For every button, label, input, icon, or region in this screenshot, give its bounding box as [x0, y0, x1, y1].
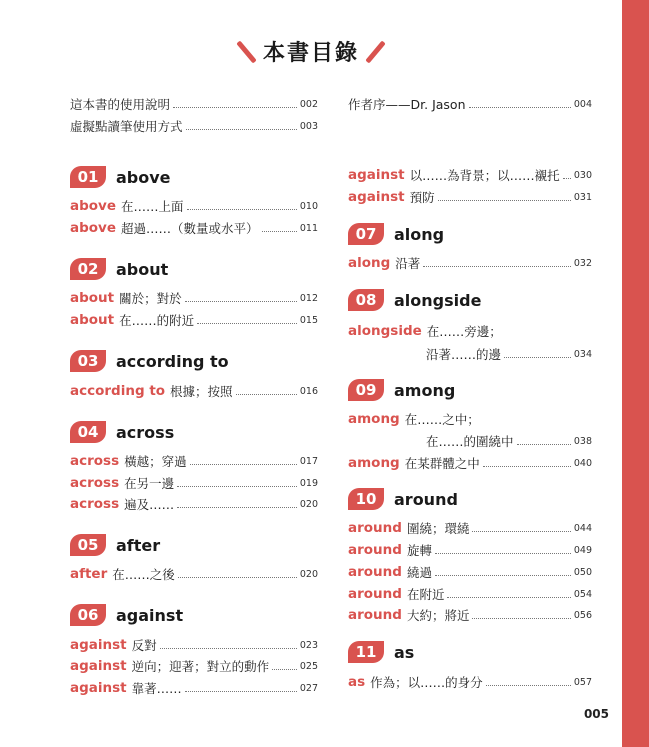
entry-page-number: 011	[299, 222, 318, 234]
toc-intro-line[interactable]	[348, 95, 592, 113]
page-number: 005	[583, 707, 609, 721]
entry-keyword: against	[348, 167, 405, 183]
toc-entry[interactable]	[70, 310, 318, 330]
entry-definition: 在……的圍繞中	[426, 434, 514, 449]
dot-leader	[177, 507, 297, 508]
section-heading-09[interactable]	[348, 378, 455, 402]
toc-entry[interactable]	[70, 564, 318, 584]
entry-page-number: 019	[299, 477, 318, 489]
entry-definition: 大約；將近	[406, 608, 470, 623]
entry-definition: 沿著	[395, 256, 421, 271]
dot-leader	[483, 466, 571, 467]
entry-keyword: around	[348, 586, 402, 602]
dot-leader	[438, 200, 571, 201]
toc-entry[interactable]	[348, 453, 592, 473]
entry-keyword: against	[70, 658, 127, 674]
section-title: along	[394, 224, 445, 244]
entry-definition: 反對	[131, 638, 157, 653]
entry-keyword: about	[70, 290, 115, 306]
entry-keyword: alongside	[348, 323, 422, 339]
section-number-badge: 02	[70, 258, 106, 280]
slash-decoration-left	[236, 40, 257, 63]
toc-intro-text: 虛擬點讀筆使用方式	[70, 119, 183, 134]
entry-keyword: as	[348, 674, 366, 690]
section-number-badge: 11	[348, 641, 384, 663]
section-heading-07[interactable]	[348, 222, 444, 246]
section-title: according to	[116, 351, 229, 371]
entry-page-number: 054	[573, 588, 592, 600]
entry-page-number: 032	[573, 257, 592, 269]
entry-page-number: 020	[299, 498, 318, 510]
entry-keyword: above	[70, 220, 117, 236]
dot-leader	[447, 597, 570, 598]
section-heading-02[interactable]	[70, 257, 168, 281]
toc-page-number: 002	[299, 98, 318, 110]
dot-leader	[185, 301, 297, 302]
page-title: 本書目錄	[262, 41, 359, 66]
toc-entry[interactable]	[348, 518, 592, 538]
dot-leader	[472, 618, 570, 619]
entry-page-number: 017	[299, 455, 318, 467]
section-number-badge: 10	[348, 488, 384, 510]
dot-leader	[187, 209, 297, 210]
toc-entry[interactable]	[348, 344, 592, 364]
section-title: as	[394, 642, 415, 662]
entry-definition: 旋轉	[406, 543, 432, 558]
entry-page-number: 031	[573, 191, 592, 203]
section-number-badge: 05	[70, 534, 106, 556]
entry-keyword: about	[70, 312, 115, 328]
entry-page-number: 057	[573, 676, 592, 688]
toc-entry[interactable]	[348, 562, 592, 582]
entry-page-number: 010	[299, 200, 318, 212]
entry-page-number: 040	[573, 457, 592, 469]
toc-entry[interactable]	[70, 288, 318, 308]
section-number-badge: 03	[70, 350, 106, 372]
section-title: after	[116, 535, 161, 555]
entry-keyword: after	[70, 566, 108, 582]
section-heading-04[interactable]	[70, 420, 174, 444]
section-title: around	[394, 489, 458, 509]
dot-leader	[197, 323, 297, 324]
toc-page-number: 003	[299, 120, 318, 132]
entry-definition: 在……之後	[112, 567, 175, 582]
entry-page-number: 034	[573, 348, 592, 360]
entry-definition: 在附近	[406, 587, 445, 602]
toc-entry[interactable]	[348, 187, 592, 207]
toc-intro-line[interactable]	[70, 117, 318, 135]
entry-keyword: around	[348, 564, 402, 580]
section-number-badge: 09	[348, 379, 384, 401]
toc-entry[interactable]	[348, 584, 592, 604]
section-title: across	[116, 422, 175, 442]
entry-definition: 靠著……	[131, 681, 182, 696]
entry-page-number: 012	[299, 292, 318, 304]
entry-keyword: against	[70, 637, 127, 653]
section-title: about	[116, 259, 169, 279]
entry-definition: 在另一邊	[124, 476, 175, 491]
toc-entry[interactable]	[348, 540, 592, 560]
entry-page-number: 020	[299, 568, 318, 580]
entry-keyword: according to	[70, 383, 166, 399]
entry-page-number: 015	[299, 314, 318, 326]
dot-leader	[177, 486, 297, 487]
entry-page-number: 027	[299, 682, 318, 694]
entry-definition: 橫越；穿過	[124, 454, 187, 469]
dot-leader	[563, 178, 571, 179]
toc-entry[interactable]	[70, 473, 318, 493]
dot-leader	[173, 107, 297, 108]
entry-keyword: around	[348, 607, 402, 623]
slash-decoration-right	[365, 40, 386, 63]
dot-leader	[185, 691, 297, 692]
section-number-badge: 04	[70, 421, 106, 443]
entry-definition: 超過……（數量或水平）	[121, 221, 259, 236]
entry-definition: 繞過	[406, 565, 432, 580]
entry-page-number: 023	[299, 639, 318, 651]
entry-keyword: around	[348, 520, 402, 536]
entry-definition: 遍及……	[124, 497, 175, 512]
toc-entry[interactable]	[70, 451, 318, 471]
entry-keyword: among	[348, 455, 400, 471]
entry-keyword: above	[70, 198, 117, 214]
toc-entry[interactable]	[348, 253, 592, 273]
section-title: alongside	[394, 290, 482, 310]
entry-definition: 作為；以……的身分	[370, 675, 483, 690]
dot-leader	[435, 575, 571, 576]
section-title: among	[394, 380, 456, 400]
entry-page-number: 038	[573, 435, 592, 447]
entry-definition: 沿著……的邊	[426, 347, 502, 362]
toc-entry[interactable]	[348, 672, 592, 692]
dot-leader	[472, 531, 570, 532]
entry-definition: 在……上面	[121, 199, 184, 214]
toc-entry[interactable]	[70, 656, 318, 676]
section-title: against	[116, 605, 184, 625]
section-number-badge: 07	[348, 223, 384, 245]
entry-definition: 以……為背景；以……襯托	[409, 168, 560, 183]
toc-entry[interactable]	[70, 381, 318, 401]
entry-page-number: 050	[573, 566, 592, 578]
dot-leader	[423, 266, 571, 267]
section-number-badge: 06	[70, 604, 106, 626]
entry-definition: 預防	[409, 190, 435, 205]
toc-entry[interactable]	[348, 321, 592, 341]
entry-page-number: 025	[299, 660, 318, 672]
dot-leader	[262, 231, 297, 232]
toc-intro-text: 作者序——Dr. Jason	[348, 97, 466, 112]
dot-leader	[435, 553, 571, 554]
entry-definition: 在……的附近	[119, 313, 195, 328]
entry-page-number: 049	[573, 544, 592, 556]
entry-page-number: 016	[299, 385, 318, 397]
toc-page-number: 004	[573, 98, 592, 110]
toc-intro-text: 這本書的使用說明	[70, 97, 171, 112]
side-accent-bar	[622, 0, 649, 747]
entry-page-number: 044	[573, 522, 592, 534]
section-number-badge: 01	[70, 166, 106, 188]
toc-entry[interactable]	[70, 635, 318, 655]
entry-definition: 關於；對於	[119, 291, 182, 306]
section-number-badge: 08	[348, 289, 384, 311]
section-heading-03[interactable]	[70, 349, 229, 373]
entry-definition: 圍繞；環繞	[406, 521, 470, 536]
entry-keyword: across	[70, 496, 120, 512]
entry-keyword: against	[348, 189, 405, 205]
dot-leader	[517, 444, 571, 445]
section-heading-11[interactable]	[348, 640, 414, 664]
dot-leader	[160, 648, 297, 649]
section-heading-05[interactable]	[70, 533, 160, 557]
entry-definition: 逆向；迎著；對立的動作	[131, 659, 270, 674]
dot-leader	[236, 394, 297, 395]
section-heading-10[interactable]	[348, 487, 458, 511]
entry-definition: 根據；按照	[170, 384, 233, 399]
toc-intro-line[interactable]	[70, 95, 318, 113]
entry-definition: 在某群體之中	[404, 456, 480, 471]
section-heading-06[interactable]	[70, 603, 183, 627]
dot-leader	[178, 577, 297, 578]
entry-definition: 在……之中；	[404, 412, 480, 427]
dot-leader	[486, 685, 571, 686]
entry-definition: 在……旁邊；	[426, 324, 502, 339]
dot-leader	[272, 669, 297, 670]
dot-leader	[190, 464, 297, 465]
toc-entry[interactable]	[348, 431, 592, 451]
entry-keyword: against	[70, 680, 127, 696]
entry-keyword: among	[348, 411, 400, 427]
toc-entry[interactable]	[70, 678, 318, 698]
entry-keyword: across	[70, 475, 120, 491]
section-heading-08[interactable]	[348, 288, 481, 312]
toc-entry[interactable]	[70, 494, 318, 514]
section-title: above	[116, 167, 171, 187]
dot-leader	[186, 129, 297, 130]
toc-entry[interactable]	[70, 218, 318, 238]
entry-keyword: along	[348, 255, 391, 271]
dot-leader	[469, 107, 571, 108]
entry-page-number: 056	[573, 609, 592, 621]
entry-page-number: 030	[573, 169, 592, 181]
toc-entry[interactable]	[348, 165, 592, 185]
toc-header	[0, 36, 622, 67]
section-heading-01[interactable]	[70, 165, 171, 189]
entry-keyword: across	[70, 453, 120, 469]
dot-leader	[504, 357, 571, 358]
entry-keyword: around	[348, 542, 402, 558]
toc-entry[interactable]	[348, 605, 592, 625]
toc-entry[interactable]	[348, 409, 592, 429]
toc-entry[interactable]	[70, 196, 318, 216]
